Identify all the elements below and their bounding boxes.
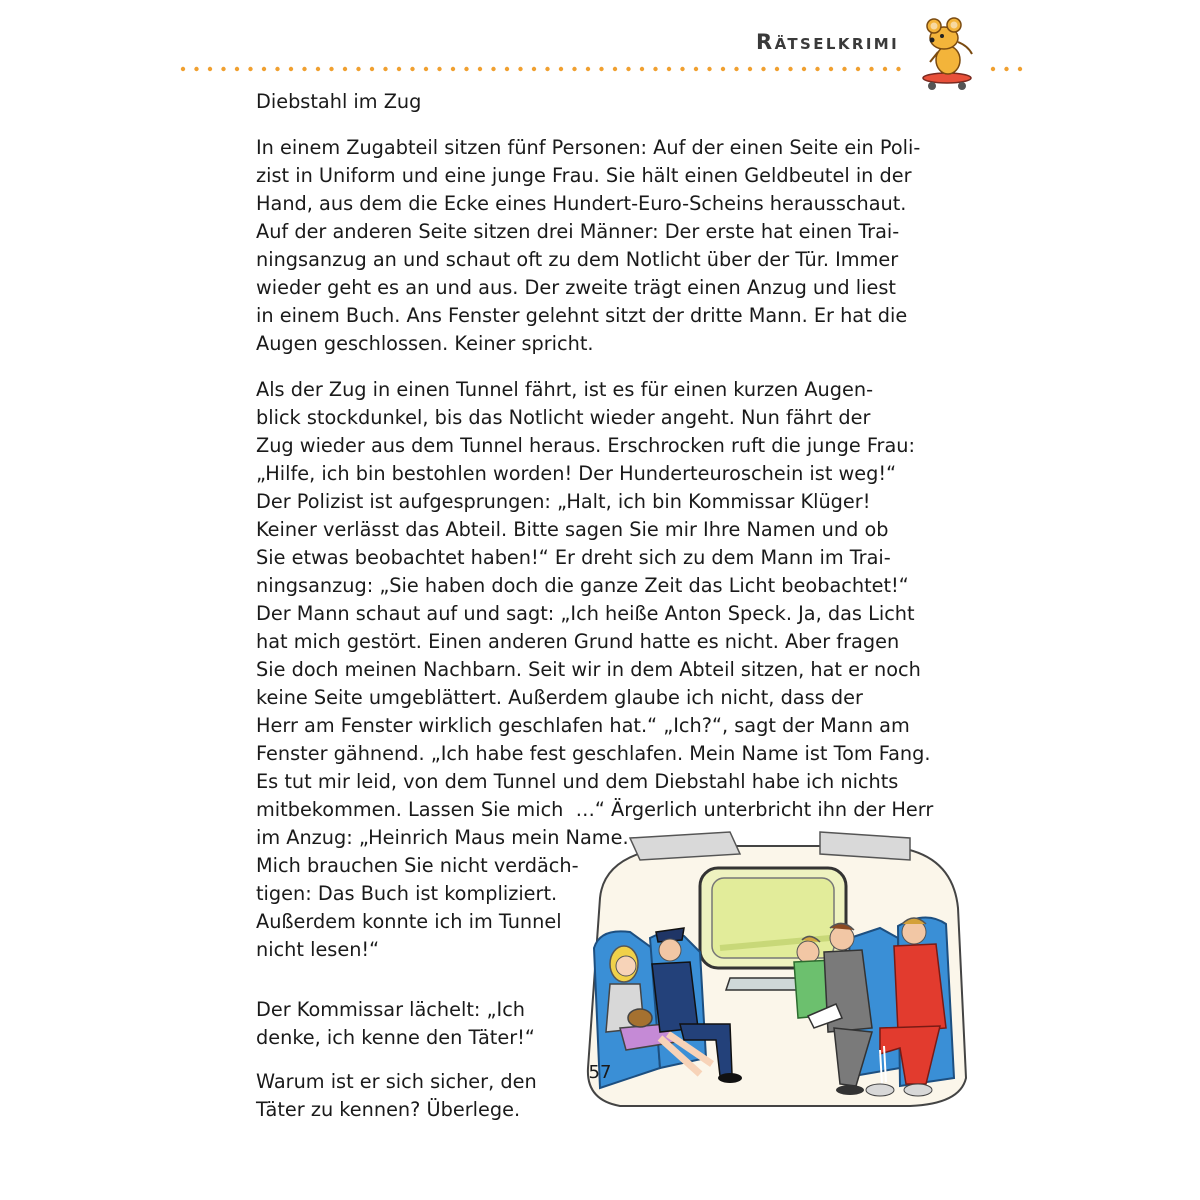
divider-dot — [883, 67, 887, 71]
text-line: tigen: Das Buch ist kompliziert. — [256, 882, 558, 905]
divider-dot — [788, 67, 792, 71]
divider-dot — [613, 67, 617, 71]
divider-dot — [262, 67, 266, 71]
text-line: denke, ich kenne den Täter!“ — [256, 1026, 535, 1049]
divider-dot — [383, 67, 387, 71]
divider-dot — [410, 67, 414, 71]
text-line: „Hilfe, ich bin bestohlen worden! Der Hunderteuroschein ist weg!“ — [256, 462, 897, 485]
text-line: Sie doch meinen Nachbarn. Seit wir in dem Abteil sitzen, hat er noch — [256, 658, 921, 681]
dotted-divider — [180, 66, 1025, 72]
divider-dot — [248, 67, 252, 71]
divider-dot — [316, 67, 320, 71]
divider-dot — [505, 67, 509, 71]
text-line: nicht lesen!“ — [256, 938, 380, 961]
divider-dot — [572, 67, 576, 71]
divider-dot — [586, 67, 590, 71]
text-line: Außerdem konnte ich im Tunnel — [256, 910, 562, 933]
text-line: Täter zu kennen? Überlege. — [256, 1098, 521, 1121]
text-line: Herr am Fenster wirklich geschlafen hat.“ „Ich?“, sagt der Mann am — [256, 714, 910, 737]
text-line: Zug wieder aus dem Tunnel heraus. Erschrocken ruft die junge Frau: — [256, 434, 915, 457]
divider-dot — [640, 67, 644, 71]
text-line: In einem Zugabteil sitzen fünf Personen: Auf der einen Seite ein Poli- — [256, 136, 921, 159]
divider-dot — [707, 67, 711, 71]
text-line: ningsanzug: „Sie haben doch die ganze Zeit das Licht beobachtet!“ — [256, 574, 909, 597]
divider-dot — [208, 67, 212, 71]
divider-dot — [1004, 67, 1008, 71]
text-line: ningsanzug an und schaut oft zu dem Notlicht über der Tür. Immer — [256, 248, 899, 271]
page-number: 57 — [588, 1062, 612, 1083]
divider-dot — [356, 67, 360, 71]
divider-dot — [734, 67, 738, 71]
divider-dot — [478, 67, 482, 71]
text-line: in einem Buch. Ans Fenster gelehnt sitzt der dritte Mann. Er hat die — [256, 304, 908, 327]
text-line: Fenster gähnend. „Ich habe fest geschlafen. Mein Name ist Tom Fang. — [256, 742, 931, 765]
text-line: Hand, aus dem die Ecke eines Hundert-Euro-Scheins herausschaut. — [256, 192, 907, 215]
text-line: Auf der anderen Seite sitzen drei Männer: Der erste hat einen Trai- — [256, 220, 900, 243]
text-line: Augen geschlossen. Keiner spricht. — [256, 332, 594, 355]
text-line: im Anzug: „Heinrich Maus mein Name. — [256, 826, 629, 849]
divider-dot — [896, 67, 900, 71]
divider-dot — [626, 67, 630, 71]
divider-dot — [694, 67, 698, 71]
text-line: mitbekommen. Lassen Sie mich …“ Ärgerlich unterbricht ihn der Herr — [256, 798, 934, 821]
divider-dot — [451, 67, 455, 71]
text-line: Es tut mir leid, von dem Tunnel und dem Diebstahl habe ich nichts — [256, 770, 899, 793]
divider-dot — [437, 67, 441, 71]
divider-dot — [680, 67, 684, 71]
divider-dot — [991, 67, 995, 71]
divider-dot — [464, 67, 468, 71]
divider-dot — [221, 67, 225, 71]
divider-dot — [748, 67, 752, 71]
text-line: Der Mann schaut auf und sagt: „Ich heiße Anton Speck. Ja, das Licht — [256, 602, 915, 625]
text-line: hat mich gestört. Einen anderen Grund hatte es nicht. Aber fragen — [256, 630, 900, 653]
divider-dot — [545, 67, 549, 71]
divider-dot — [653, 67, 657, 71]
divider-dot — [302, 67, 306, 71]
text-line: Warum ist er sich sicher, den — [256, 1070, 537, 1093]
divider-dot — [181, 67, 185, 71]
divider-dot — [235, 67, 239, 71]
text-line: blick stockdunkel, bis das Notlicht wieder angeht. Nun fährt der — [256, 406, 871, 429]
divider-dot — [829, 67, 833, 71]
text-line: keine Seite umgeblättert. Außerdem glaube ich nicht, dass der — [256, 686, 863, 709]
mascot-mouse-skateboard-icon — [914, 12, 980, 92]
divider-dot — [532, 67, 536, 71]
text-line: Der Kommissar lächelt: „Ich — [256, 998, 526, 1021]
divider-dot — [761, 67, 765, 71]
divider-dot — [667, 67, 671, 71]
divider-dot — [599, 67, 603, 71]
divider-dot — [856, 67, 860, 71]
divider-dot — [721, 67, 725, 71]
divider-dot — [802, 67, 806, 71]
divider-dot — [869, 67, 873, 71]
divider-dot — [370, 67, 374, 71]
text-line: Keiner verlässt das Abteil. Bitte sagen Sie mir Ihre Namen und ob — [256, 518, 889, 541]
divider-dot — [1018, 67, 1022, 71]
divider-dot — [343, 67, 347, 71]
story-title: Diebstahl im Zug — [256, 90, 422, 113]
divider-dot — [329, 67, 333, 71]
text-line: Der Polizist ist aufgesprungen: „Halt, ich bin Kommissar Klüger! — [256, 490, 871, 513]
divider-dot — [815, 67, 819, 71]
divider-dot — [397, 67, 401, 71]
text-line: wieder geht es an und aus. Der zweite trägt einen Anzug und liest — [256, 276, 896, 299]
divider-dot — [275, 67, 279, 71]
divider-dot — [842, 67, 846, 71]
divider-dot — [194, 67, 198, 71]
divider-dot — [518, 67, 522, 71]
divider-dot — [491, 67, 495, 71]
text-line: zist in Uniform und eine junge Frau. Sie hält einen Geldbeutel in der — [256, 164, 912, 187]
section-label: Rätselkrimi — [756, 30, 900, 54]
divider-dot — [559, 67, 563, 71]
text-line: Als der Zug in einen Tunnel fährt, ist es für einen kurzen Augen- — [256, 378, 874, 401]
divider-dot — [424, 67, 428, 71]
text-line: Sie etwas beobachtet haben!“ Er dreht sich zu dem Mann im Trai- — [256, 546, 891, 569]
text-line: Mich brauchen Sie nicht verdäch- — [256, 854, 579, 877]
divider-dot — [775, 67, 779, 71]
divider-dot — [289, 67, 293, 71]
